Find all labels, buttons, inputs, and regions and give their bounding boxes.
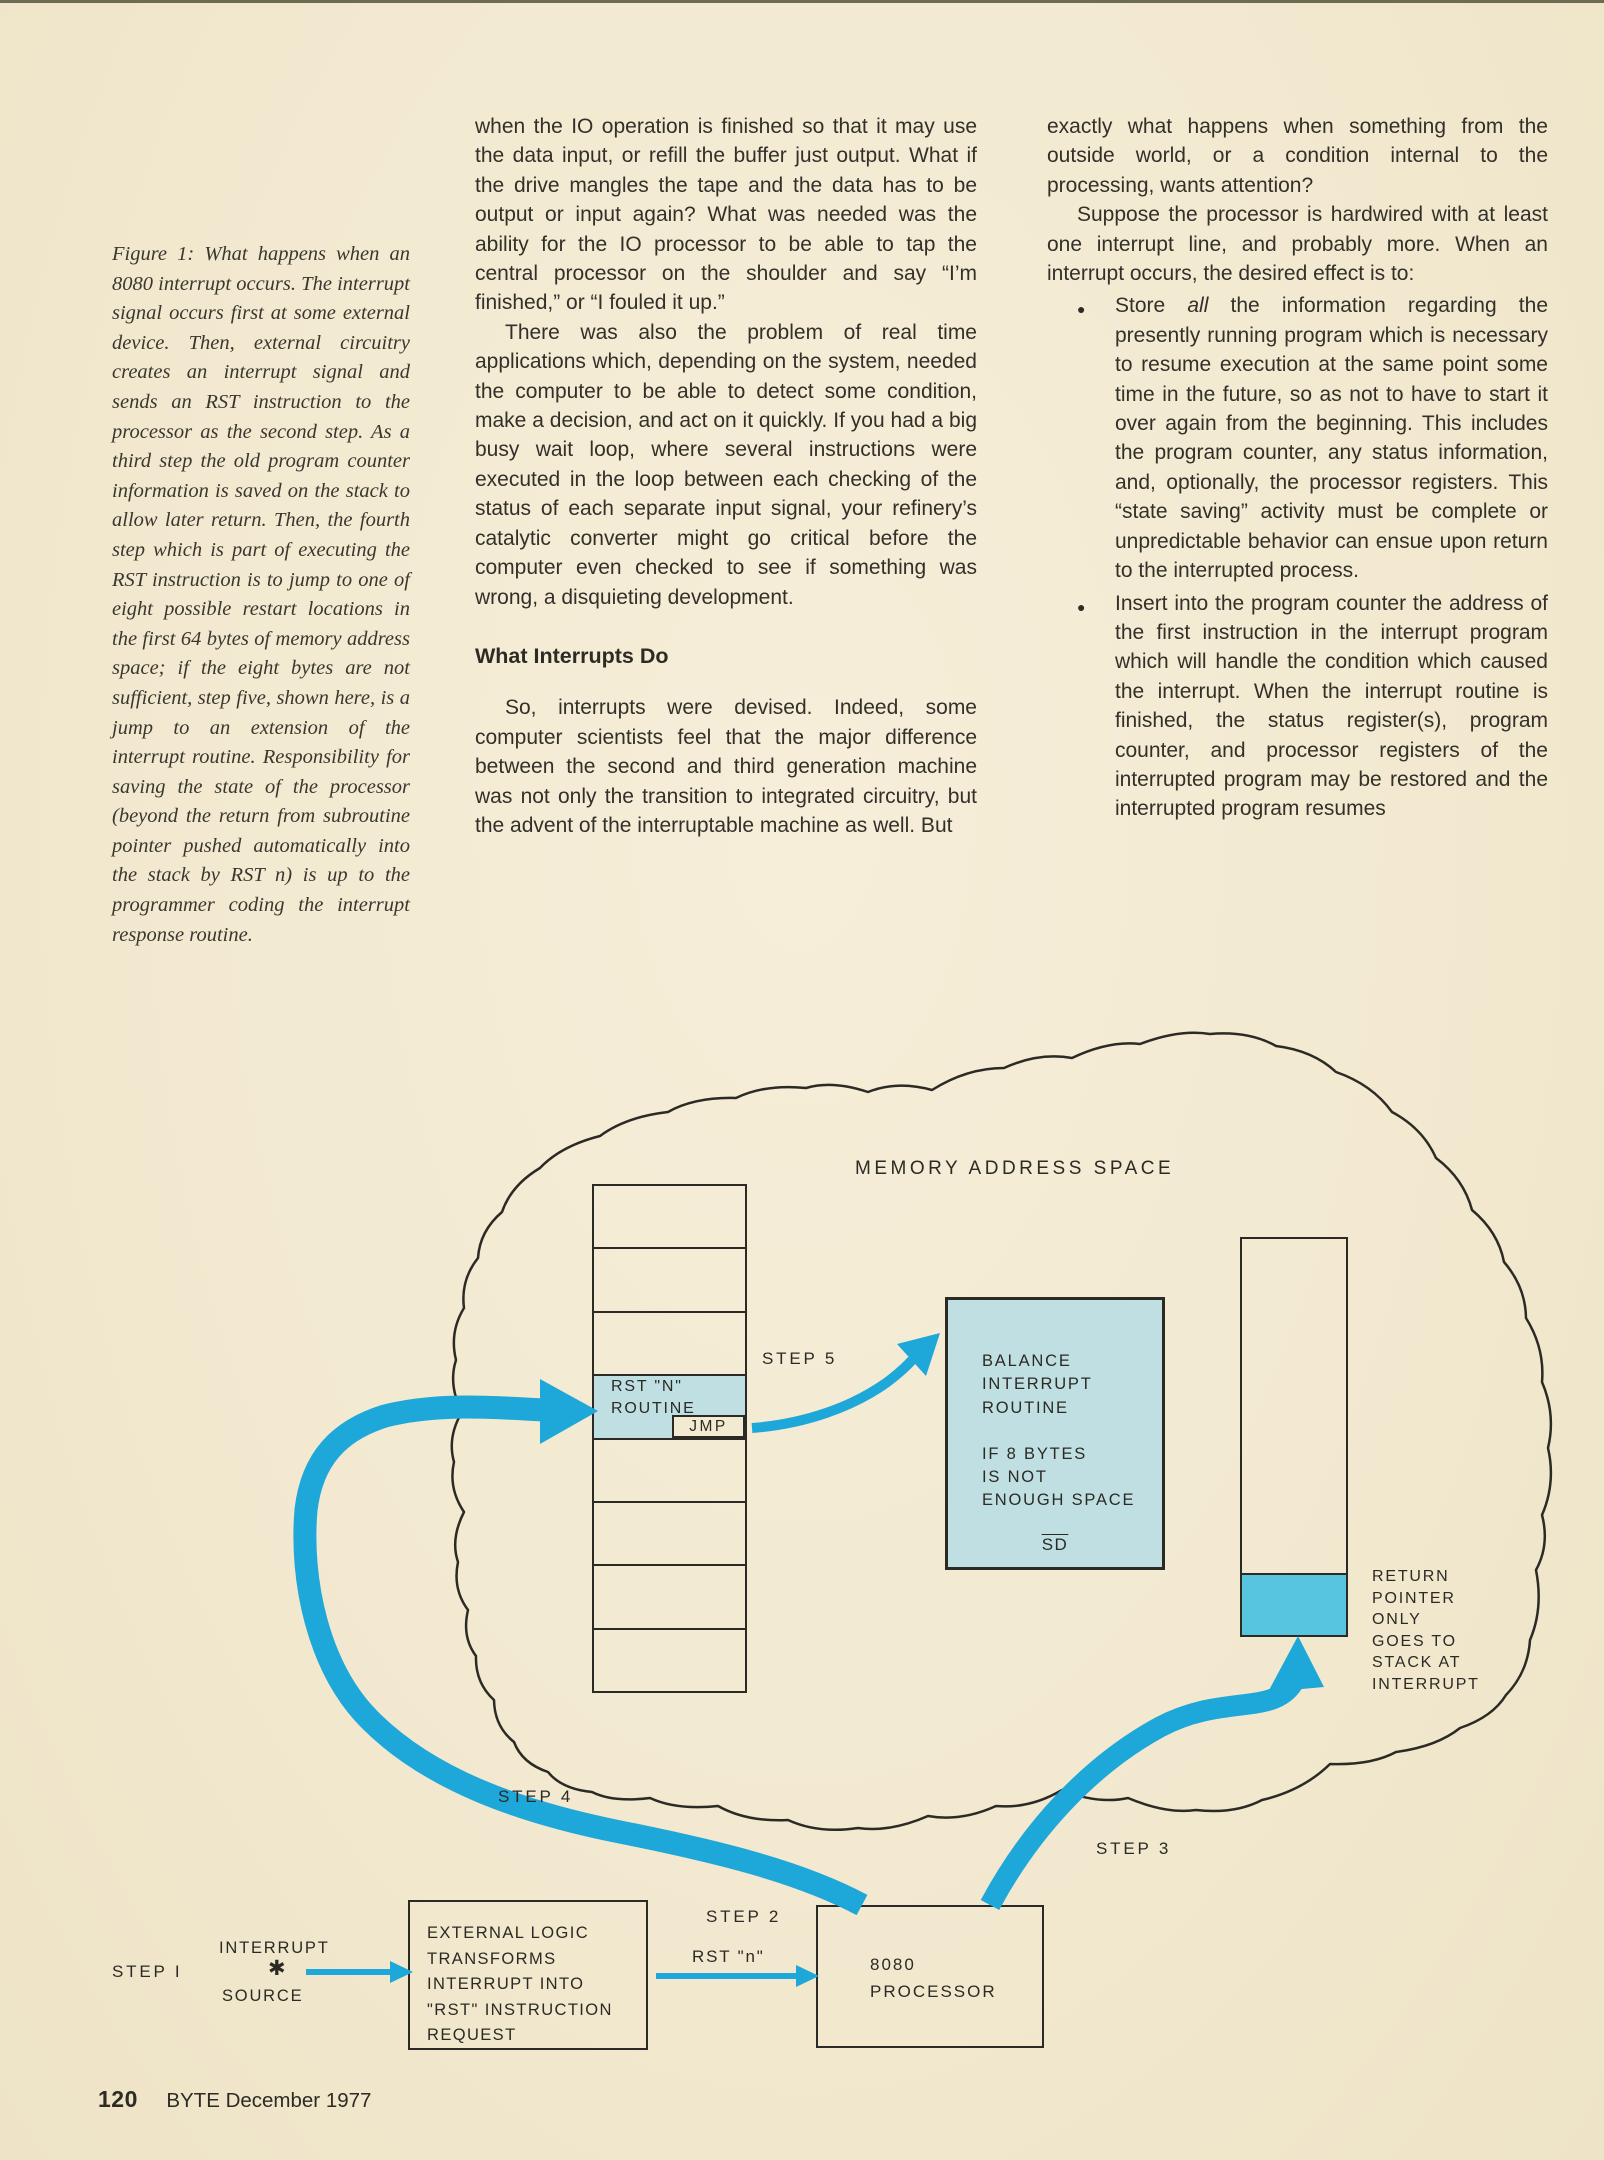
step1-label: STEP I <box>112 1962 183 1981</box>
step3-arrow <box>990 1683 1293 1905</box>
middle-column <box>475 112 977 840</box>
balance-line: ROUTINE <box>982 1398 1069 1417</box>
step2-label: STEP 2 <box>706 1907 782 1926</box>
balance-line: IS NOT <box>982 1468 1048 1487</box>
rst-routine-label <box>611 1376 696 1419</box>
balance-box-text <box>982 1350 1162 1420</box>
memory-cell <box>594 1503 745 1566</box>
external-logic-line: EXTERNAL LOGIC <box>427 1924 590 1942</box>
return-pointer-line: INTERRUPT <box>1372 1675 1480 1693</box>
paragraph: Suppose the processor is hardwired with at least one interrupt line, and probably more. When an interrupt occurs, the desired effect is to: <box>1047 203 1548 286</box>
memory-address-space-label: MEMORY ADDRESS SPACE <box>855 1158 1175 1179</box>
section-heading: What Interrupts Do <box>475 643 669 668</box>
interrupt-source-label-top: INTERRUPT <box>219 1939 330 1957</box>
bullet-text-part: Store <box>1115 294 1188 318</box>
return-pointer-label <box>1372 1566 1480 1695</box>
step4-arrowhead <box>540 1379 598 1444</box>
step5-arrowhead <box>897 1333 940 1376</box>
stack-column <box>1240 1237 1348 1637</box>
step5-label: STEP 5 <box>762 1349 838 1368</box>
jmp-label: JMP <box>689 1417 728 1435</box>
bullet-item <box>1047 589 1548 824</box>
memory-cell <box>594 1249 745 1312</box>
return-pointer-line: GOES TO <box>1372 1632 1457 1650</box>
memory-cell <box>594 1630 745 1691</box>
rst-n-label: RST "n" <box>692 1947 765 1966</box>
return-pointer-line: RETURN <box>1372 1568 1450 1585</box>
processor-box <box>816 1905 1044 2048</box>
memory-cell <box>594 1186 745 1249</box>
external-logic-line: "RST" INSTRUCTION <box>427 2000 613 2019</box>
step4-label: STEP 4 <box>498 1787 574 1806</box>
memory-cell <box>594 1566 745 1629</box>
paragraph: exactly what happens when something from the outside world, or a condition internal to the processing, wants attention? <box>1047 115 1548 197</box>
memory-column <box>592 1184 747 1693</box>
bullet-text: Insert into the program counter the address of the first instruction in the interrupt program which will handle the condition which caused the interrupt. When the interrupt routine is finished, the status register(s), program counter, and processor registers of the interrupted program may be restored and the interrupted program resumes <box>1115 591 1548 821</box>
bullet-text-part: the information regarding the presently running program which is necessary to resume execution at the same point some time in the future, so as not to have to start it over again from the beginning. This includes the program counter, any status information, and, optionally, the processor registers. This “state saving” activity must be complete or unpredictable behavior can ensue upon return to the interrupted process. <box>1115 294 1548 583</box>
page-footer <box>98 2086 371 2113</box>
issue-label: BYTE December 1977 <box>166 2089 372 2112</box>
asterisk-icon: ✱ <box>268 1957 286 1980</box>
italic-word: all <box>1187 294 1209 318</box>
return-pointer-line: STACK AT <box>1372 1654 1462 1671</box>
balance-line: IF 8 BYTES <box>982 1444 1088 1463</box>
page-top-edge <box>0 0 1604 3</box>
return-pointer-line: POINTER <box>1372 1589 1456 1607</box>
step3-arrowhead <box>1268 1636 1324 1692</box>
bullet-icon: ● <box>1077 301 1086 318</box>
balance-interrupt-box <box>945 1297 1165 1570</box>
memory-cell <box>594 1440 745 1503</box>
return-pointer-cell <box>1242 1573 1346 1635</box>
figure-caption: Figure 1: What happens when an 8080 interrupt occurs. The interrupt signal occurs first at some external device. Then, external circuitry creates an interrupt signal and sends an RST instruction to the processor as the second step. As a third step the old program counter information is saved on the stack to allow later return. Then, the fourth step which is part of executing the RST instruction is to jump to one of eight possible restart locations in the first 64 bytes of memory address space; if the eight bytes are not sufficient, step five, shown here, is a jump to an extension of the interrupt routine. Responsibility for saving the state of the processor (beyond the return from subroutine pointer pushed automatically into the stack by RST n) is up to the programmer coding the interrupt response routine. <box>112 243 410 946</box>
external-logic-box <box>408 1900 648 2050</box>
external-logic-line: INTERRUPT INTO <box>427 1975 585 1993</box>
paragraph: There was also the problem of real time applications which, depending on the system, needed the computer to be able to detect some condition, make a decision, and act on it quickly. If you had a big busy wait loop, where several instructions were executed in the loop between each checking of the status of each separate input signal, your refinery’s catalytic converter might go critical before the computer even checked to see if something was wrong, a disquieting development. <box>475 320 977 609</box>
page-number: 120 <box>98 2086 138 2112</box>
external-logic-line: TRANSFORMS <box>427 1949 557 1968</box>
paragraph: when the IO operation is finished so that it may use the data input, or refill the buffer just output. What if the drive mangles the tape and the data has to be output or input again? What was needed was the ability for the IO processor to be able to tap the central processor on the shoulder and say “I’m finished,” or “I fouled it up.” <box>475 115 977 315</box>
rst-routine-line: RST "N" <box>611 1378 683 1395</box>
step3-label: STEP 3 <box>1096 1839 1172 1858</box>
right-column <box>1047 112 1548 824</box>
balance-line: BALANCE <box>982 1352 1072 1370</box>
rst-routine-line: ROUTINE <box>611 1399 696 1417</box>
balance-box-text <box>982 1443 1162 1513</box>
bullet-text <box>1115 291 1548 585</box>
bullet-item <box>1047 291 1548 585</box>
external-logic-line: REQUEST <box>427 2026 517 2044</box>
sd-label: $\overline{SD}$ <box>1041 1535 1069 1554</box>
balance-line: ENOUGH SPACE <box>982 1491 1136 1510</box>
return-pointer-line: ONLY <box>1372 1611 1422 1628</box>
interrupt-source-label-bottom: SOURCE <box>222 1987 304 2005</box>
step4-arrow <box>305 1407 862 1905</box>
paragraph: So, interrupts were devised. Indeed, some computer scientists feel that the major difference between the second and third generation machine was not only the transition to integrated circuitry, but the advent of the interruptable machine as well. But <box>475 696 977 837</box>
processor-line: 8080 <box>870 1955 916 1974</box>
bullet-icon: ● <box>1077 598 1086 615</box>
memory-cell <box>594 1313 745 1376</box>
processor-line: PROCESSOR <box>870 1982 997 2001</box>
step5-arrow <box>752 1360 912 1428</box>
balance-line: INTERRUPT <box>982 1375 1093 1394</box>
